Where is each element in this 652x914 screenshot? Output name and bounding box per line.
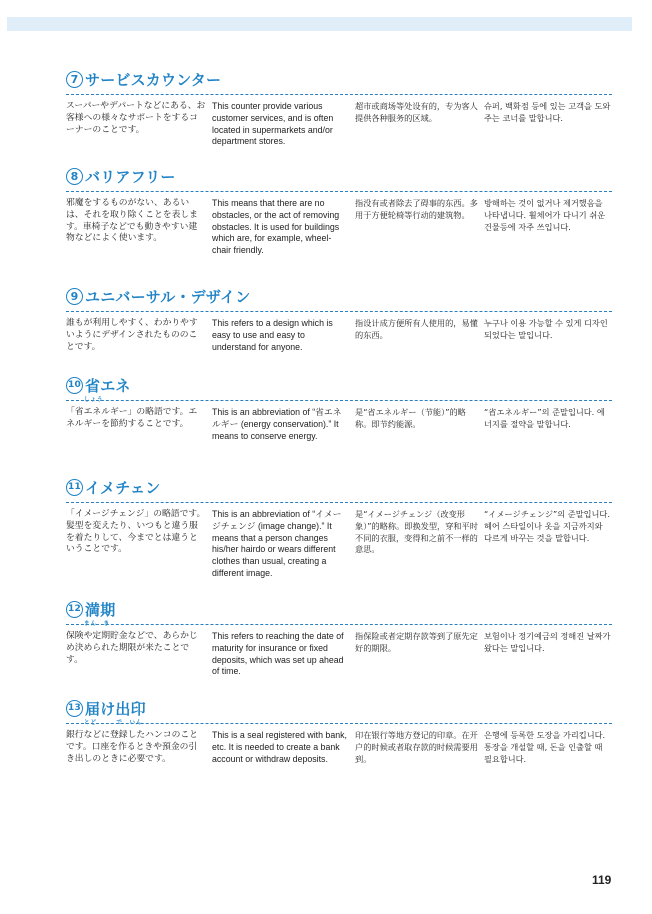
definition-chinese: 是“省エネルギー（节能）”的略称。即节约能源。 — [355, 407, 466, 429]
divider — [66, 502, 612, 503]
divider — [66, 624, 612, 625]
divider — [66, 311, 612, 312]
top-banner — [7, 17, 632, 31]
entry-number: 7 — [66, 71, 83, 88]
definition-japanese: 銀行などに登録したハンコのことです。口座を作るときや預金の引き出しのときに必要です。 — [66, 730, 198, 764]
definition-chinese: 指设计成方便所有人使用的，易懂的东西。 — [355, 318, 478, 340]
divider — [66, 400, 612, 401]
furigana: まん き — [84, 621, 111, 627]
definition-english: This is an abbreviation of “省エネルギー (energy conservation).” It means to conserve energy. — [212, 407, 342, 441]
entry-image-change — [66, 476, 612, 580]
entry-heading — [66, 374, 612, 403]
definition-english: This means that there are no obstacles, or the act of removing obstacles. It is used for buildings which are, for example, wheel-chair friendly. — [212, 198, 340, 256]
entry-number: 9 — [66, 288, 83, 305]
definition-chinese: 指没有或者除去了碍事的东西。多用于方便轮椅等行动的建筑物。 — [355, 198, 478, 220]
definition-english: This counter provide various customer services, and is often located in supermarkets and/or department stores. — [212, 101, 334, 147]
definition-japanese: 「省エネルギー」の略語です。エネルギーを節約することです。 — [66, 407, 198, 429]
entry-registered-seal — [66, 697, 612, 765]
furigana: しょう — [84, 397, 104, 403]
entry-heading — [66, 165, 612, 187]
definition-chinese: 指保险或者定期存款等到了原先定好的期限。 — [355, 631, 478, 653]
entry-heading — [66, 476, 612, 498]
definition-korean: 은행에 등록한 도장을 가리킵니다. 통장을 개설할 때, 돈을 인출할 때 필요합니다. — [484, 730, 606, 764]
entry-title: 省エネ — [85, 376, 131, 395]
entry-number: 8 — [66, 168, 83, 185]
entry-heading — [66, 697, 612, 726]
definition-chinese: 印在银行等地方登记的印章。在开户的时候或者取存款的时候需要用到。 — [355, 730, 478, 764]
definition-korean: 누구나 이용 가능할 수 있게 디자인 되었다는 말입니다. — [484, 318, 608, 340]
furigana: とど で いん — [84, 720, 143, 726]
definition-english: This is an abbreviation of “イメージチェンジ (image change).” It means that a person changes his/her hairdo or wears different clothes than usual, creating a different image. — [212, 509, 342, 578]
entry-number: 11 — [66, 479, 83, 496]
definition-japanese: 誰もが利用しやすく、わかりやすいようにデザインされたもののことです。 — [66, 318, 198, 352]
definition-japanese: 保険や定期貯金などで、あらかじめ決められた期限が来たことです。 — [66, 631, 198, 665]
entry-barrier-free — [66, 165, 612, 257]
entry-heading — [66, 285, 612, 307]
entry-service-counter — [66, 68, 612, 148]
entry-title: 満期 — [85, 600, 116, 619]
entry-maturity — [66, 598, 612, 678]
entry-title: ユニバーサル・デザイン — [85, 287, 251, 306]
definition-korean: 방해하는 것이 없거나 제거했음을 나타냅니다. 휠체어가 다니기 쉬운 건물등에 자주 쓰입니다. — [484, 198, 606, 232]
entry-title: 届け出印 — [85, 699, 146, 718]
definition-chinese: 超市或商场等处设有的，专为客人提供各种服务的区域。 — [355, 101, 478, 123]
definition-english: This is a seal registered with bank, etc. It is needed to create a bank account or withdraw deposits. — [212, 730, 347, 764]
divider — [66, 94, 612, 95]
entry-title: イメチェン — [85, 478, 161, 497]
divider — [66, 191, 612, 192]
entry-number: 13 — [66, 700, 83, 717]
definition-japanese: 邪魔をするものがない、あるいは、それを取り除くことを表します。車椅子などでも動きやすい建物などによく使います。 — [66, 198, 198, 244]
definition-korean: “省エネルギー”의 준말입니다. 에너지를 절약을 말합니다. — [484, 407, 605, 429]
definition-japanese: 「イメージチェンジ」の略語です。髪型を変えたり、いつもと違う服を着たりして、今までとは違うということです。 — [66, 509, 206, 555]
entry-heading — [66, 598, 612, 627]
entry-universal-design — [66, 285, 612, 353]
page-number: 119 — [592, 873, 612, 887]
definition-korean: 슈퍼, 백화점 등에 있는 고객을 도와주는 코너를 말합니다. — [484, 101, 611, 123]
definition-english: This refers to a design which is easy to use and easy to understand for anyone. — [212, 318, 333, 352]
entry-number: 10 — [66, 377, 83, 394]
entry-energy-saving — [66, 374, 612, 442]
definition-korean: “イメージチェンジ”의 준말입니다. 헤어 스타일이나 옷을 지금까지와 다르게 바꾸는 것을 말합니다. — [484, 509, 610, 543]
definition-english: This refers to reaching the date of maturity for insurance or fixed deposits, which was set up ahead of time. — [212, 631, 344, 677]
entry-number: 12 — [66, 601, 83, 618]
entry-heading — [66, 68, 612, 90]
entry-title: サービスカウンター — [85, 70, 222, 89]
entry-title: バリアフリー — [85, 167, 176, 186]
definition-chinese: 是“イメージチェンジ（改变形象）”的略称。即换发型，穿和平时不同的衣服，变得和之前不一样的意思。 — [355, 509, 478, 555]
definition-korean: 보험이나 정기예금의 정해진 날짜가 왔다는 말입니다. — [484, 631, 611, 653]
definition-japanese: スーパーやデパートなどにある、お客様への様々なサポートをするコーナーのことです。 — [66, 101, 206, 135]
